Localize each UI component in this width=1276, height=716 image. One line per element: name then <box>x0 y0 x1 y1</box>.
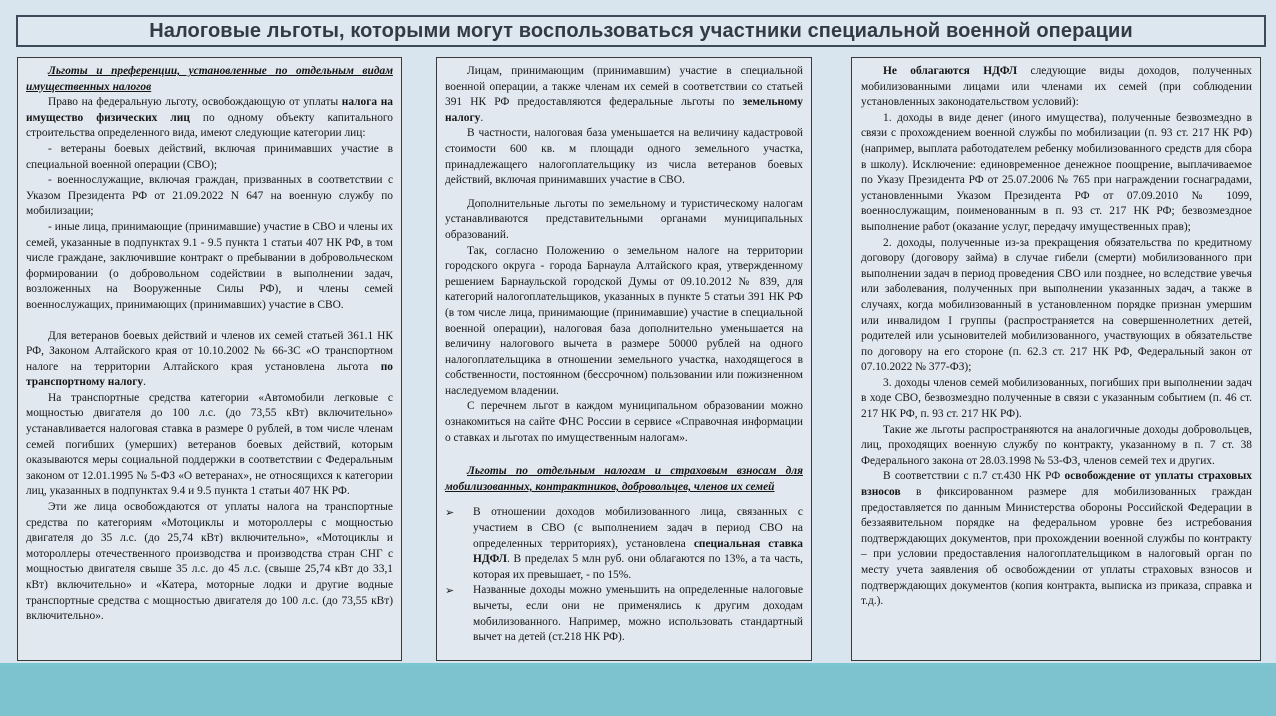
footer-band <box>0 663 1276 716</box>
bullet-item: ➢ Названные доходы можно уменьшить на определенные налоговые вычеты, если они не применялись к другим доходам мобилизованного. Например, можно использовать стандартный вычет на детей (ст.218 НК РФ). <box>445 583 803 645</box>
paragraph: 1. доходы в виде денег (иного имущества), полученные безвозмездно в связи с прохождением военной службы по мобилизации (п. 93 ст. 217 НК РФ) (например, выплата работодателем ребенку мобилизованного средств для сбора в школу). Исключение: единовременное денежное поощрение, выплачиваемое по Указу Президента РФ от 25.07.2006 № 765 при награждении госнаградами, установленными Указом Президента РФ от 07.09.2010 № 1099, военнослужащим, поименованным в п. 93 ст. 217 НК РФ; безвозмездное выполнение работ (оказание услуг, передачу имущественных прав); <box>861 111 1252 233</box>
paragraph: - военнослужащие, включая граждан, призванных в соответствии с Указом Президента РФ от 21.09.2022 N 647 на военную службу по мобилизации; <box>26 174 393 218</box>
paragraph: - ветераны боевых действий, включая принимавших участие в специальной военной операции (СВО); <box>26 142 393 171</box>
paragraph: 3. доходы членов семей мобилизованных, погибших при выполнении задач в ходе СВО, безвозмездно полученные в связи с указанным событием (п. 46 ст. 217 НК РФ, п. 93 ст. 217 НК РФ). <box>861 376 1252 421</box>
section-heading: Льготы и преференции, установленные по отдельным видам имущественных налогов <box>26 65 393 93</box>
footer-divider <box>0 663 1276 666</box>
paragraph: В соответствии с п.7 ст.430 НК РФ освобождение от уплаты страховых взносов в фиксированном размере для мобилизованных граждан предоставляется по данным Министерства обороны Российской Федерации в беззаявительном порядке на федеральном уровне без истребования подтверждающих документов, при прохождении военной службы по контракту – при условии предоставления налогоплательщиком в налоговый орган по месту учета заявления об освобождении от уплаты страховых взносов и подтверждающих документов (копия контракта, выписка из приказа, справка и т.д.). <box>861 470 1252 608</box>
paragraph: В частности, налоговая база уменьшается на величину кадастровой стоимости 600 кв. м площади одного земельного участка, принадлежащего налогоплательщику из числа ветеранов боевых действий, включая принимавших участие в СВО. <box>445 127 803 187</box>
arrow-bullet-icon: ➢ <box>445 584 455 598</box>
section-heading: Льготы по отдельным налогам и страховым взносам для мобилизованных, контрактников, добровольцев, членов их семей <box>445 465 803 493</box>
paragraph: Дополнительные льготы по земельному и туристическому налогам устанавливаются представительными органами муниципальных образований. <box>445 197 803 241</box>
paragraph: Эти же лица освобождаются от уплаты налога на транспортные средства по категориям «Мотоциклы и мотороллеры с мощностью двигателя до 35 л.с. (до 25,74 кВт) включительно», «Мотоциклы и мотороллеры отечественного производства и производства стран СНГ с мощностью двигателя свыше 35 л.с. до 45 л.с. (свыше 25,74 кВт до 33,1 кВт) включительно» и «Катера, моторные лодки и другие водные транспортные средства с мощностью двигателя до 100 л.с. (до 73,55 кВт) включительно». <box>26 501 393 623</box>
paragraph: - иные лица, принимающие (принимавшие) участие в СВО и члены их семей, указанные в подпунктах 9.1 - 9.5 пункта 1 статьи 407 НК РФ, в том числе граждане, заключившие контракт о пребывании в добровольческом формировании (о добровольном содействии в выполнении задач, возложенных на Вооруженные Силы РФ), и члены семей военнослужащих, принимающих (принимавших) участие в СВО. <box>26 220 393 311</box>
arrow-bullet-icon: ➢ <box>445 506 455 520</box>
paragraph: На транспортные средства категории «Автомобили легковые с мощностью двигателя до 100 л.с. (до 73,55 кВт) включительно» устанавливается налоговая ставка в размере 0 рублей, в том числе членам семей погибших (умерших) ветеранов боевых действий, которым оказываются меры социальной поддержки в соответствии с Федеральным законом от 12.01.1995 № 5-ФЗ «О ветеранах», не относящихся к категории лиц, указанных в подпунктах 9.4 и 9.5 пункта 1 статьи 407 НК РФ. <box>26 391 393 498</box>
paragraph: С перечнем льгот в каждом муниципальном образовании можно ознакомиться на сайте ФНС России в сервисе «Справочная информации о ставках и льготах по имущественным налогам». <box>445 400 803 444</box>
paragraph: Не облагаются НДФЛ следующие виды доходов, полученных мобилизованными лицами или членами их семей (при соблюдении установленных законодательством условий): <box>861 65 1253 109</box>
paragraph: Лицам, принимающим (принимавшим) участие в специальной военной операции, а также членам их семей в соответствии со статьей 391 НК РФ предоставляются федеральные льготы по земельному налогу. <box>445 65 803 124</box>
column-land-tax <box>436 57 812 661</box>
paragraph: 2. доходы, полученные из-за прекращения обязательства по кредитному договору (договору займа) в случае гибели (смерти) мобилизованного при выполнении задач в период проведения СВО или позднее, но вследствие увечья или заболевания, полученных при выполнении указанных задач, а также в случаях, когда мобилизованный в установленном порядке признан умершим или инвалидом I группы (распространяется на совершеннолетних детей, родителей или усыновителей мобилизованного, участвующих в обязательстве по договору на его стороне (п. 62.3 ст. 217 НК РФ, Федеральный закон от 07.10.2022 № 377-ФЗ); <box>861 236 1252 374</box>
paragraph: Для ветеранов боевых действий и членов их семей статьей 361.1 НК РФ, Законом Алтайского края от 10.10.2002 № 66-ЗС «О транспортном налоге на территории Алтайского края установлена льгота по транспортному налогу. <box>26 329 393 389</box>
page-title: Налоговые льготы, которыми могут воспользоваться участники специальной военной операции <box>149 19 1133 42</box>
column-ndfl-exemptions <box>851 57 1261 661</box>
paragraph: Так, согласно Положению о земельном налоге на территории городского округа - города Барнаула Алтайского края, утвержденному решением Барнаульской городской Думы от 09.10.2012 № 839, для категорий налогоплательщиков, указанных в пункте 5 статьи 391 НК РФ (в том числе лица, принимающие (принимавшие) участие в специальной военной операции), налоговая база дополнительно уменьшается на величину налогового вычета в размере 50000 рублей на одного налогоплательщика в отношении земельного участка, находящегося в собственности, постоянном (бессрочном) пользовании или пожизненном наследуемом владении. <box>445 244 803 397</box>
title-banner <box>16 15 1266 47</box>
column-property-taxes <box>17 57 402 661</box>
paragraph: Право на федеральную льготу, освобождающую от уплаты налога на имущество физических лиц по одному объекту капитального строительства определенного вида, имеют следующие категории лиц: <box>26 96 393 140</box>
paragraph: Такие же льготы распространяются на аналогичные доходы добровольцев, лиц, проходящих военную службу по контракту, указанному в п. 7 ст. 38 Федерального закона от 28.03.1998 № 53-ФЗ, членов семей тех и других. <box>861 423 1252 467</box>
bullet-item: ➢ В отношении доходов мобилизованного лица, связанных с участием в СВО (с выполнением задач в период СВО на определенных территориях), установлена специальная ставка НДФЛ. В пределах 5 млн руб. они облагаются по 13%, а та часть, которая их превышает, - по 15%. <box>445 505 803 583</box>
